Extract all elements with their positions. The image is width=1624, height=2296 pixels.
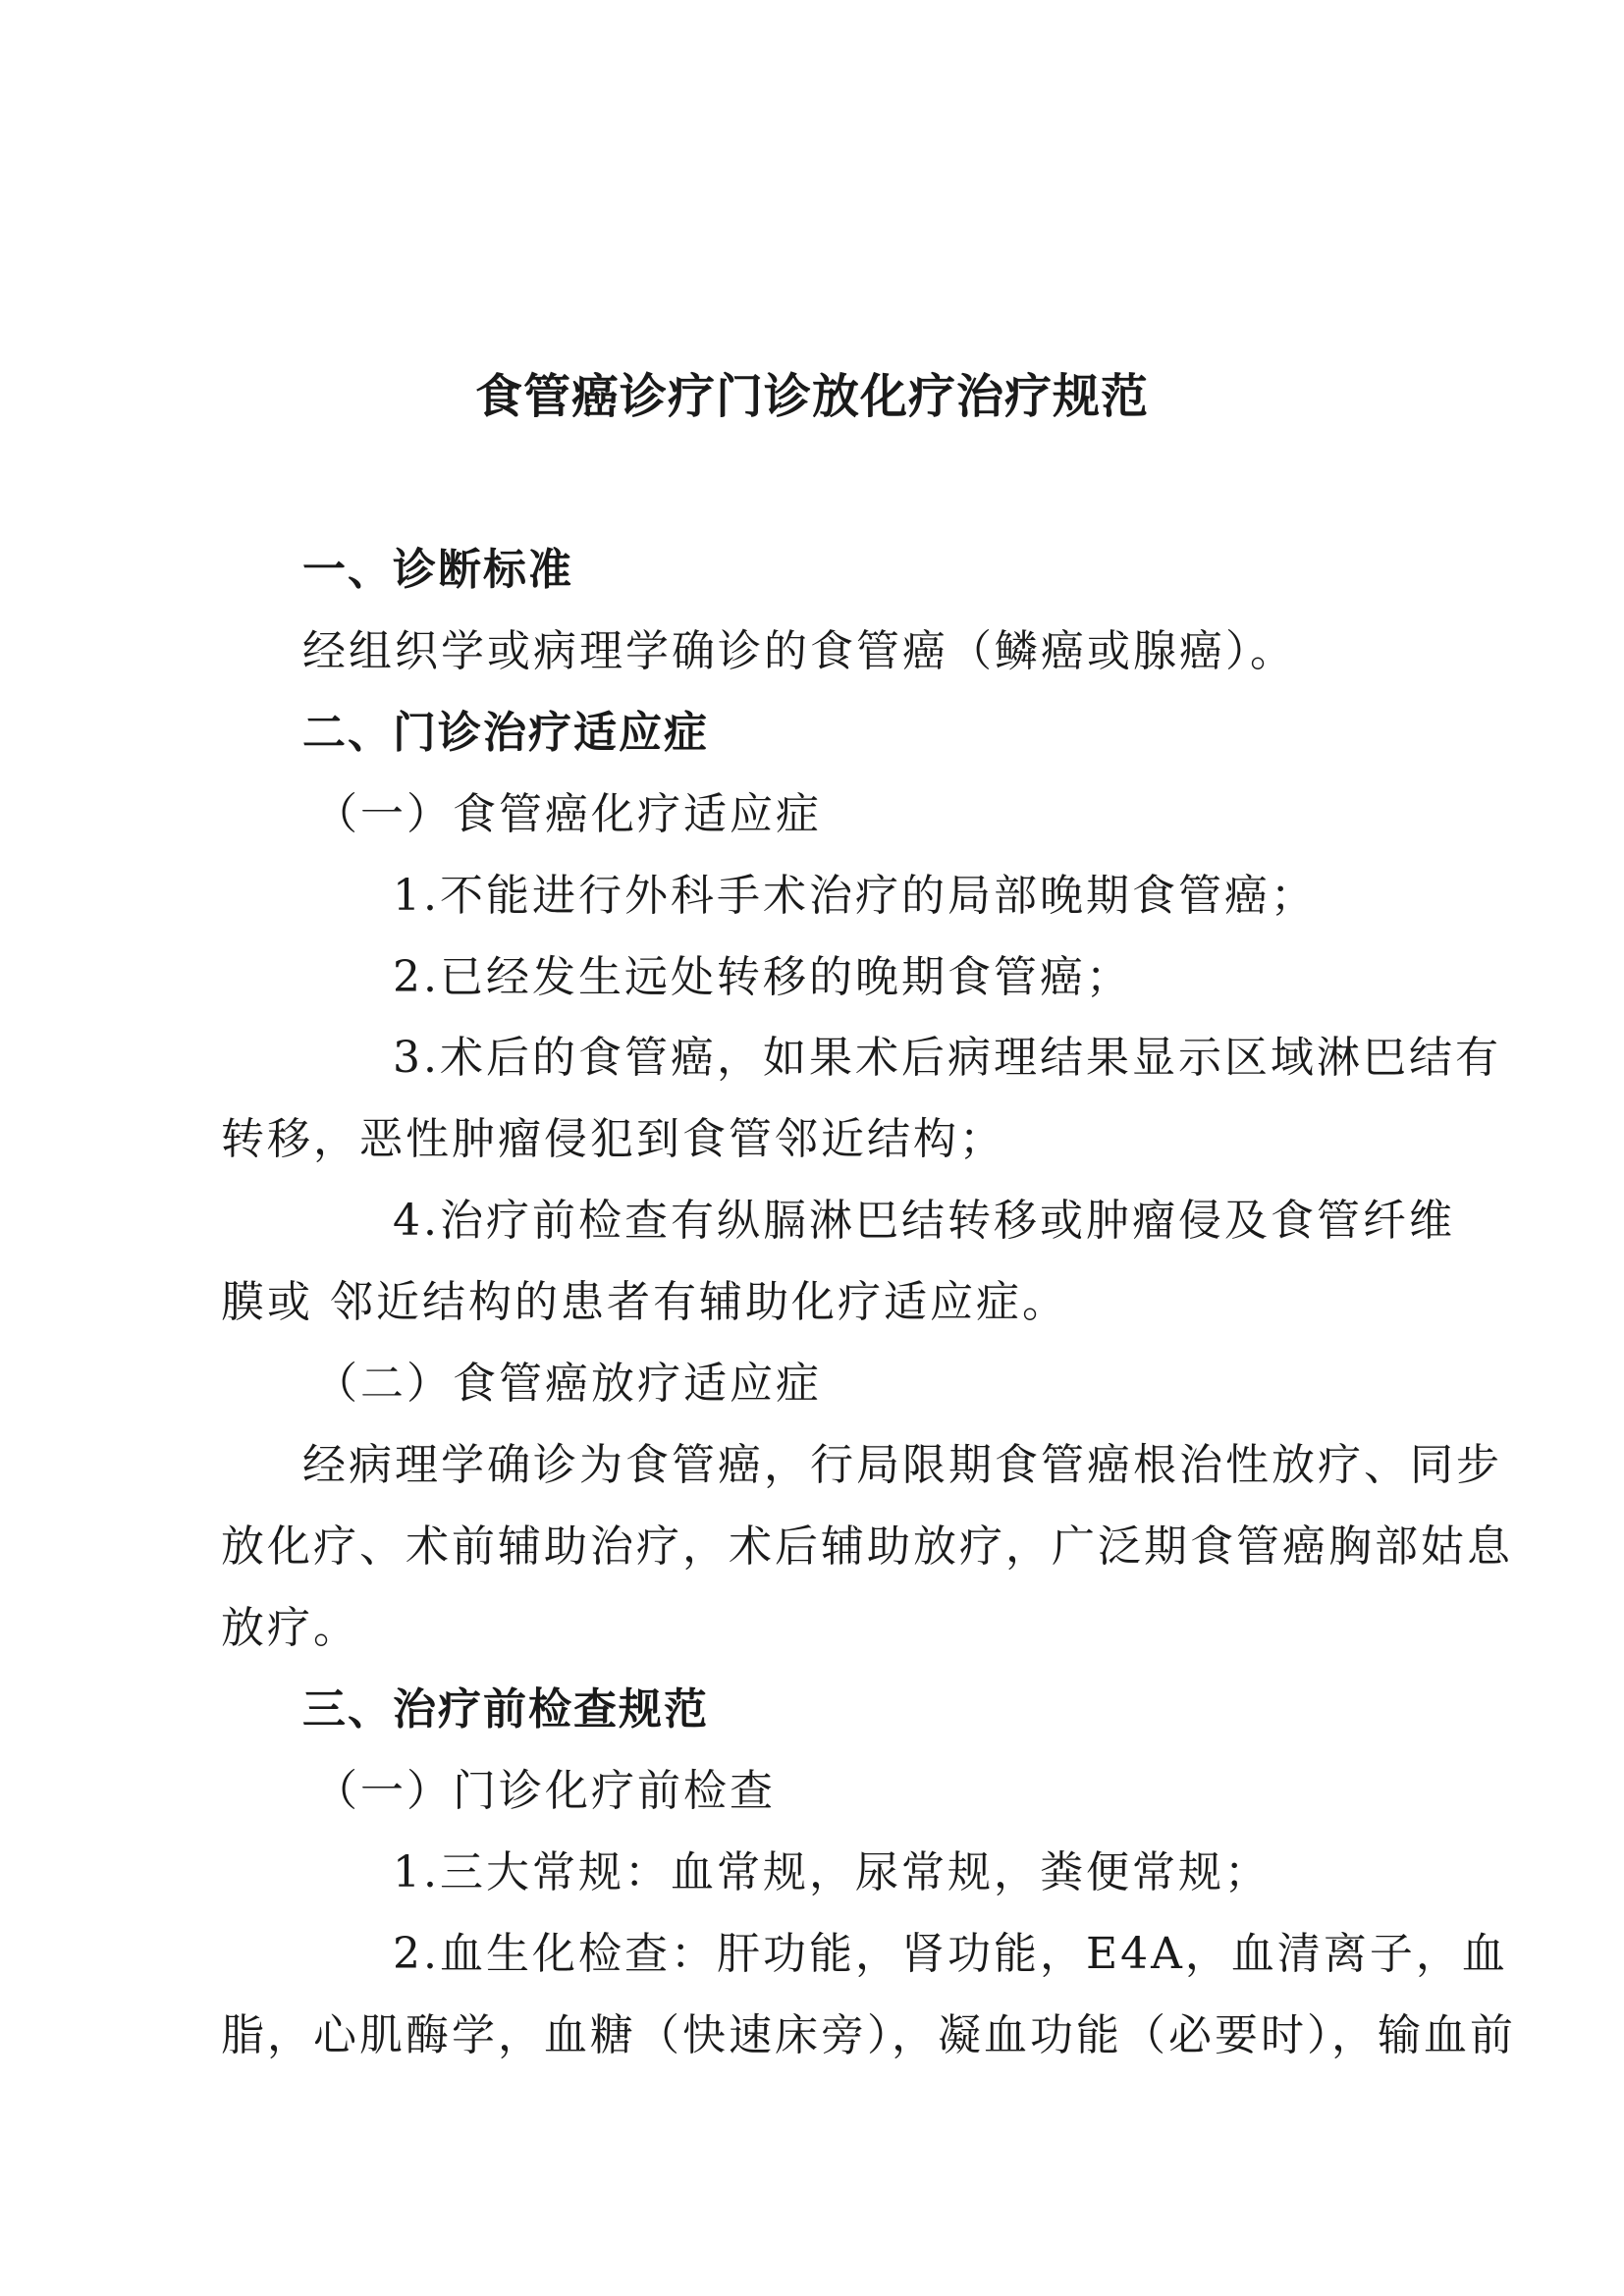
- list-item-exam-2-line1: 2.血生化检查：肝功能，肾功能，E4A，血清离子，血: [393, 1929, 1508, 1979]
- list-item-chemo-4-line2: 膜或 邻近结构的患者有辅助化疗适应症。: [221, 1277, 1068, 1327]
- subheading-radio-indications: （二）食管癌放疗适应症: [314, 1359, 822, 1409]
- list-item-chemo-4-line1: 4.治疗前检查有纵膈淋巴结转移或肿瘤侵及食管纤维: [393, 1196, 1455, 1246]
- list-item-chemo-1: 1.不能进行外科手术治疗的局部晚期食管癌；: [393, 871, 1317, 921]
- paragraph-radio-line1: 经病理学确诊为食管癌，行局限期食管癌根治性放疗、同步: [302, 1440, 1502, 1490]
- section-heading-pretreatment-exams: 三、治疗前检查规范: [302, 1684, 709, 1735]
- list-item-chemo-3-line2: 转移，恶性肿瘤侵犯到食管邻近结构；: [221, 1114, 1005, 1164]
- list-item-chemo-3-line1: 3.术后的食管癌，如果术后病理结果显示区域淋巴结有: [393, 1033, 1501, 1083]
- list-item-exam-2-line2: 脂，心肌酶学，血糖（快速床旁），凝血功能（必要时），输血前: [221, 2010, 1516, 2060]
- paragraph-radio-line3: 放疗。: [221, 1603, 359, 1653]
- list-item-exam-1: 1.三大常规：血常规，尿常规，粪便常规；: [393, 1847, 1271, 1897]
- document-title: 食管癌诊疗门诊放化疗治疗规范: [474, 369, 1149, 424]
- subheading-chemo-exams: （一）门诊化疗前检查: [314, 1766, 776, 1816]
- section-heading-indications: 二、门诊治疗适应症: [302, 708, 709, 758]
- subheading-chemo-indications: （一）食管癌化疗适应症: [314, 789, 822, 839]
- paragraph-diagnosis: 经组织学或病理学确诊的食管癌（鳞癌或腺癌）。: [302, 626, 1296, 676]
- list-item-chemo-2: 2.已经发生远处转移的晚期食管癌；: [393, 952, 1132, 1002]
- paragraph-radio-line2: 放化疗、术前辅助治疗，术后辅助放疗，广泛期食管癌胸部姑息: [221, 1522, 1513, 1572]
- section-heading-diagnosis: 一、诊断标准: [302, 545, 573, 595]
